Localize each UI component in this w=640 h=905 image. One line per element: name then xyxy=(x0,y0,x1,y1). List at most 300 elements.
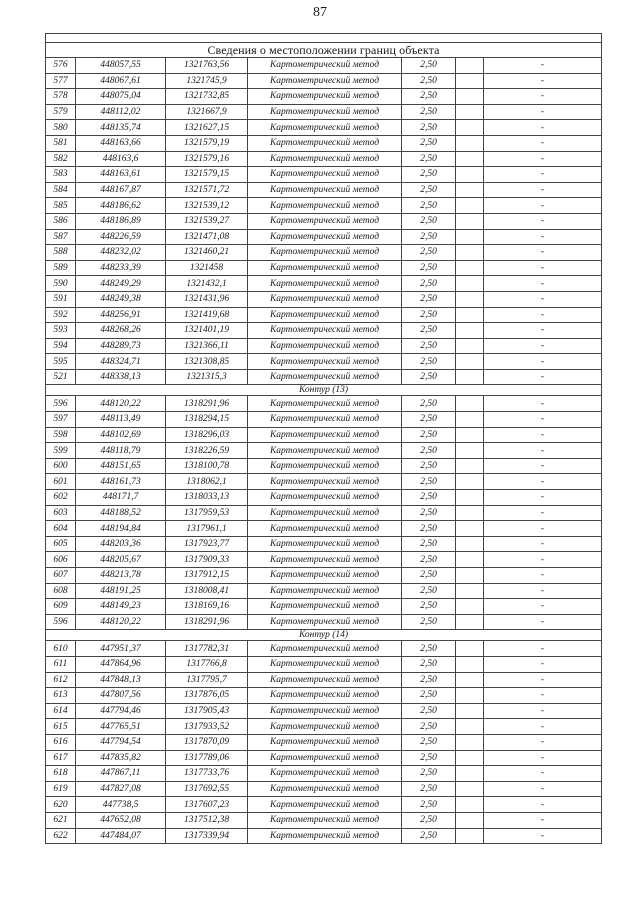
table-title-row xyxy=(46,43,602,58)
table-row xyxy=(46,167,602,183)
y-coordinate-cell: 1317959,53 xyxy=(166,505,248,521)
method-cell: Картометрический метод xyxy=(248,369,402,385)
table-row xyxy=(46,120,602,136)
method-cell: Картометрический метод xyxy=(248,583,402,599)
note-cell: - xyxy=(484,120,602,136)
x-coordinate-cell: 448151,65 xyxy=(76,458,166,474)
precision-cell: 2,50 xyxy=(402,260,456,276)
y-coordinate-cell: 1318100,78 xyxy=(166,458,248,474)
extra-cell xyxy=(456,396,484,412)
note-cell: - xyxy=(484,58,602,74)
method-cell: Картометрический метод xyxy=(248,323,402,339)
x-coordinate-cell: 448256,91 xyxy=(76,307,166,323)
extra-cell xyxy=(456,490,484,506)
precision-cell: 2,50 xyxy=(402,354,456,370)
precision-cell: 2,50 xyxy=(402,276,456,292)
table-row xyxy=(46,521,602,537)
note-cell: - xyxy=(484,369,602,385)
extra-cell xyxy=(456,536,484,552)
x-coordinate-cell: 448075,04 xyxy=(76,89,166,105)
point-number-cell: 617 xyxy=(46,750,76,766)
y-coordinate-cell: 1321579,16 xyxy=(166,151,248,167)
coordinates-table xyxy=(45,33,602,844)
x-coordinate-cell: 448113,49 xyxy=(76,412,166,428)
method-cell: Картометрический метод xyxy=(248,338,402,354)
precision-cell: 2,50 xyxy=(402,703,456,719)
table-row xyxy=(46,73,602,89)
point-number-cell: 596 xyxy=(46,614,76,630)
extra-cell xyxy=(456,521,484,537)
extra-cell xyxy=(456,672,484,688)
x-coordinate-cell: 448226,59 xyxy=(76,229,166,245)
y-coordinate-cell: 1317909,33 xyxy=(166,552,248,568)
extra-cell xyxy=(456,167,484,183)
method-cell: Картометрический метод xyxy=(248,245,402,261)
y-coordinate-cell: 1318294,15 xyxy=(166,412,248,428)
point-number-cell: 611 xyxy=(46,656,76,672)
point-number-cell: 604 xyxy=(46,521,76,537)
point-number-cell: 593 xyxy=(46,323,76,339)
note-cell: - xyxy=(484,276,602,292)
note-cell: - xyxy=(484,167,602,183)
contour-header-row xyxy=(46,385,602,396)
x-coordinate-cell: 448338,13 xyxy=(76,369,166,385)
method-cell: Картометрический метод xyxy=(248,135,402,151)
method-cell: Картометрический метод xyxy=(248,734,402,750)
note-cell: - xyxy=(484,734,602,750)
note-cell: - xyxy=(484,443,602,459)
method-cell: Картометрический метод xyxy=(248,797,402,813)
precision-cell: 2,50 xyxy=(402,552,456,568)
extra-cell xyxy=(456,568,484,584)
precision-cell: 2,50 xyxy=(402,323,456,339)
point-number-cell: 582 xyxy=(46,151,76,167)
x-coordinate-cell: 447652,08 xyxy=(76,812,166,828)
method-cell: Картометрический метод xyxy=(248,568,402,584)
note-cell: - xyxy=(484,812,602,828)
y-coordinate-cell: 1317795,7 xyxy=(166,672,248,688)
note-cell: - xyxy=(484,703,602,719)
method-cell: Картометрический метод xyxy=(248,291,402,307)
y-coordinate-cell: 1321579,19 xyxy=(166,135,248,151)
y-coordinate-cell: 1321431,96 xyxy=(166,291,248,307)
method-cell: Картометрический метод xyxy=(248,812,402,828)
table-row xyxy=(46,766,602,782)
note-cell: - xyxy=(484,213,602,229)
table-row xyxy=(46,354,602,370)
point-number-cell: 598 xyxy=(46,427,76,443)
point-number-cell: 587 xyxy=(46,229,76,245)
point-number-cell: 607 xyxy=(46,568,76,584)
y-coordinate-cell: 1318226,59 xyxy=(166,443,248,459)
note-cell: - xyxy=(484,245,602,261)
point-number-cell: 592 xyxy=(46,307,76,323)
note-cell: - xyxy=(484,656,602,672)
precision-cell: 2,50 xyxy=(402,458,456,474)
x-coordinate-cell: 448057,55 xyxy=(76,58,166,74)
x-coordinate-cell: 448191,25 xyxy=(76,583,166,599)
point-number-cell: 610 xyxy=(46,641,76,657)
precision-cell: 2,50 xyxy=(402,641,456,657)
x-coordinate-cell: 447807,56 xyxy=(76,688,166,704)
y-coordinate-cell: 1317905,43 xyxy=(166,703,248,719)
table-title: Сведения о местоположении границ объекта xyxy=(46,43,602,58)
table-row xyxy=(46,474,602,490)
note-cell: - xyxy=(484,688,602,704)
precision-cell: 2,50 xyxy=(402,443,456,459)
table-row xyxy=(46,229,602,245)
method-cell: Картометрический метод xyxy=(248,73,402,89)
precision-cell: 2,50 xyxy=(402,734,456,750)
y-coordinate-cell: 1318062,1 xyxy=(166,474,248,490)
y-coordinate-cell: 1321579,15 xyxy=(166,167,248,183)
precision-cell: 2,50 xyxy=(402,73,456,89)
point-number-cell: 609 xyxy=(46,599,76,615)
note-cell: - xyxy=(484,396,602,412)
precision-cell: 2,50 xyxy=(402,213,456,229)
y-coordinate-cell: 1317782,31 xyxy=(166,641,248,657)
note-cell: - xyxy=(484,89,602,105)
table-row xyxy=(46,828,602,844)
method-cell: Картометрический метод xyxy=(248,474,402,490)
point-number-cell: 579 xyxy=(46,104,76,120)
extra-cell xyxy=(456,89,484,105)
table-row xyxy=(46,323,602,339)
extra-cell xyxy=(456,797,484,813)
precision-cell: 2,50 xyxy=(402,120,456,136)
extra-cell xyxy=(456,260,484,276)
y-coordinate-cell: 1321745,9 xyxy=(166,73,248,89)
method-cell: Картометрический метод xyxy=(248,599,402,615)
precision-cell: 2,50 xyxy=(402,812,456,828)
table-row xyxy=(46,213,602,229)
x-coordinate-cell: 447794,46 xyxy=(76,703,166,719)
point-number-cell: 614 xyxy=(46,703,76,719)
table-row xyxy=(46,58,602,74)
note-cell: - xyxy=(484,641,602,657)
method-cell: Картометрический метод xyxy=(248,396,402,412)
extra-cell xyxy=(456,474,484,490)
table-row xyxy=(46,781,602,797)
table-row xyxy=(46,750,602,766)
method-cell: Картометрический метод xyxy=(248,213,402,229)
note-cell: - xyxy=(484,474,602,490)
method-cell: Картометрический метод xyxy=(248,703,402,719)
table-row xyxy=(46,104,602,120)
table-row xyxy=(46,656,602,672)
note-cell: - xyxy=(484,73,602,89)
extra-cell xyxy=(456,412,484,428)
extra-cell xyxy=(456,120,484,136)
x-coordinate-cell: 448233,39 xyxy=(76,260,166,276)
method-cell: Картометрический метод xyxy=(248,458,402,474)
extra-cell xyxy=(456,307,484,323)
point-number-cell: 613 xyxy=(46,688,76,704)
point-number-cell: 588 xyxy=(46,245,76,261)
y-coordinate-cell: 1318008,41 xyxy=(166,583,248,599)
x-coordinate-cell: 448268,26 xyxy=(76,323,166,339)
y-coordinate-cell: 1317961,1 xyxy=(166,521,248,537)
precision-cell: 2,50 xyxy=(402,58,456,74)
x-coordinate-cell: 448289,73 xyxy=(76,338,166,354)
note-cell: - xyxy=(484,828,602,844)
precision-cell: 2,50 xyxy=(402,338,456,354)
method-cell: Картометрический метод xyxy=(248,167,402,183)
x-coordinate-cell: 447951,37 xyxy=(76,641,166,657)
extra-cell xyxy=(456,505,484,521)
table-row xyxy=(46,599,602,615)
x-coordinate-cell: 448186,89 xyxy=(76,213,166,229)
table-row xyxy=(46,490,602,506)
extra-cell xyxy=(456,104,484,120)
method-cell: Картометрический метод xyxy=(248,672,402,688)
method-cell: Картометрический метод xyxy=(248,58,402,74)
extra-cell xyxy=(456,688,484,704)
x-coordinate-cell: 448232,02 xyxy=(76,245,166,261)
precision-cell: 2,50 xyxy=(402,427,456,443)
point-number-cell: 591 xyxy=(46,291,76,307)
extra-cell xyxy=(456,781,484,797)
x-coordinate-cell: 448171,7 xyxy=(76,490,166,506)
method-cell: Картометрический метод xyxy=(248,427,402,443)
y-coordinate-cell: 1317692,55 xyxy=(166,781,248,797)
extra-cell xyxy=(456,213,484,229)
x-coordinate-cell: 448135,74 xyxy=(76,120,166,136)
precision-cell: 2,50 xyxy=(402,182,456,198)
y-coordinate-cell: 1321458 xyxy=(166,260,248,276)
point-number-cell: 581 xyxy=(46,135,76,151)
precision-cell: 2,50 xyxy=(402,568,456,584)
method-cell: Картометрический метод xyxy=(248,307,402,323)
point-number-cell: 603 xyxy=(46,505,76,521)
point-number-cell: 602 xyxy=(46,490,76,506)
extra-cell xyxy=(456,276,484,292)
table-row xyxy=(46,812,602,828)
x-coordinate-cell: 448163,6 xyxy=(76,151,166,167)
y-coordinate-cell: 1321308,85 xyxy=(166,354,248,370)
table-row xyxy=(46,641,602,657)
y-coordinate-cell: 1321539,27 xyxy=(166,213,248,229)
method-cell: Картометрический метод xyxy=(248,719,402,735)
method-cell: Картометрический метод xyxy=(248,151,402,167)
table-row xyxy=(46,135,602,151)
precision-cell: 2,50 xyxy=(402,474,456,490)
point-number-cell: 597 xyxy=(46,412,76,428)
x-coordinate-cell: 448186,62 xyxy=(76,198,166,214)
y-coordinate-cell: 1321366,11 xyxy=(166,338,248,354)
y-coordinate-cell: 1321315,3 xyxy=(166,369,248,385)
note-cell: - xyxy=(484,135,602,151)
x-coordinate-cell: 447765,51 xyxy=(76,719,166,735)
point-number-cell: 622 xyxy=(46,828,76,844)
x-coordinate-cell: 448161,73 xyxy=(76,474,166,490)
table-row xyxy=(46,583,602,599)
point-number-cell: 577 xyxy=(46,73,76,89)
note-cell: - xyxy=(484,458,602,474)
method-cell: Картометрический метод xyxy=(248,828,402,844)
point-number-cell: 600 xyxy=(46,458,76,474)
note-cell: - xyxy=(484,198,602,214)
x-coordinate-cell: 448149,23 xyxy=(76,599,166,615)
precision-cell: 2,50 xyxy=(402,229,456,245)
method-cell: Картометрический метод xyxy=(248,552,402,568)
table-row xyxy=(46,552,602,568)
extra-cell xyxy=(456,583,484,599)
x-coordinate-cell: 448249,38 xyxy=(76,291,166,307)
precision-cell: 2,50 xyxy=(402,614,456,630)
method-cell: Картометрический метод xyxy=(248,260,402,276)
precision-cell: 2,50 xyxy=(402,750,456,766)
point-number-cell: 621 xyxy=(46,812,76,828)
x-coordinate-cell: 448112,02 xyxy=(76,104,166,120)
precision-cell: 2,50 xyxy=(402,89,456,105)
table-row xyxy=(46,276,602,292)
extra-cell xyxy=(456,198,484,214)
contour-label: Контур (13) xyxy=(46,385,602,396)
point-number-cell: 599 xyxy=(46,443,76,459)
note-cell: - xyxy=(484,552,602,568)
x-coordinate-cell: 448120,22 xyxy=(76,396,166,412)
point-number-cell: 594 xyxy=(46,338,76,354)
x-coordinate-cell: 448067,61 xyxy=(76,73,166,89)
note-cell: - xyxy=(484,750,602,766)
table-row xyxy=(46,427,602,443)
y-coordinate-cell: 1318296,03 xyxy=(166,427,248,443)
method-cell: Картометрический метод xyxy=(248,641,402,657)
note-cell: - xyxy=(484,568,602,584)
table-row xyxy=(46,260,602,276)
extra-cell xyxy=(456,828,484,844)
table-row xyxy=(46,151,602,167)
note-cell: - xyxy=(484,766,602,782)
point-number-cell: 596 xyxy=(46,396,76,412)
point-number-cell: 612 xyxy=(46,672,76,688)
header-spacer-row xyxy=(46,34,602,43)
y-coordinate-cell: 1317923,77 xyxy=(166,536,248,552)
table-row xyxy=(46,338,602,354)
note-cell: - xyxy=(484,583,602,599)
method-cell: Картометрический метод xyxy=(248,521,402,537)
extra-cell xyxy=(456,458,484,474)
note-cell: - xyxy=(484,521,602,537)
note-cell: - xyxy=(484,354,602,370)
extra-cell xyxy=(456,323,484,339)
y-coordinate-cell: 1317870,09 xyxy=(166,734,248,750)
note-cell: - xyxy=(484,260,602,276)
x-coordinate-cell: 448163,66 xyxy=(76,135,166,151)
note-cell: - xyxy=(484,338,602,354)
point-number-cell: 619 xyxy=(46,781,76,797)
precision-cell: 2,50 xyxy=(402,688,456,704)
y-coordinate-cell: 1318033,13 xyxy=(166,490,248,506)
table-row xyxy=(46,734,602,750)
note-cell: - xyxy=(484,307,602,323)
note-cell: - xyxy=(484,104,602,120)
extra-cell xyxy=(456,338,484,354)
y-coordinate-cell: 1321460,21 xyxy=(166,245,248,261)
point-number-cell: 605 xyxy=(46,536,76,552)
extra-cell xyxy=(456,354,484,370)
x-coordinate-cell: 448205,67 xyxy=(76,552,166,568)
method-cell: Картометрический метод xyxy=(248,412,402,428)
table-row xyxy=(46,369,602,385)
x-coordinate-cell: 447864,96 xyxy=(76,656,166,672)
x-coordinate-cell: 448188,52 xyxy=(76,505,166,521)
x-coordinate-cell: 447867,11 xyxy=(76,766,166,782)
method-cell: Картометрический метод xyxy=(248,750,402,766)
extra-cell xyxy=(456,443,484,459)
contour-label: Контур (14) xyxy=(46,630,602,641)
precision-cell: 2,50 xyxy=(402,521,456,537)
x-coordinate-cell: 447484,07 xyxy=(76,828,166,844)
y-coordinate-cell: 1318169,16 xyxy=(166,599,248,615)
point-number-cell: 608 xyxy=(46,583,76,599)
table-row xyxy=(46,505,602,521)
table-row xyxy=(46,614,602,630)
point-number-cell: 576 xyxy=(46,58,76,74)
method-cell: Картометрический метод xyxy=(248,104,402,120)
point-number-cell: 583 xyxy=(46,167,76,183)
x-coordinate-cell: 448249,29 xyxy=(76,276,166,292)
y-coordinate-cell: 1317339,94 xyxy=(166,828,248,844)
table-row xyxy=(46,182,602,198)
y-coordinate-cell: 1317512,38 xyxy=(166,812,248,828)
note-cell: - xyxy=(484,151,602,167)
y-coordinate-cell: 1321667,9 xyxy=(166,104,248,120)
note-cell: - xyxy=(484,291,602,307)
x-coordinate-cell: 448203,36 xyxy=(76,536,166,552)
precision-cell: 2,50 xyxy=(402,672,456,688)
precision-cell: 2,50 xyxy=(402,307,456,323)
extra-cell xyxy=(456,703,484,719)
x-coordinate-cell: 447794,54 xyxy=(76,734,166,750)
method-cell: Картометрический метод xyxy=(248,688,402,704)
point-number-cell: 586 xyxy=(46,213,76,229)
table-row xyxy=(46,198,602,214)
table-row xyxy=(46,307,602,323)
precision-cell: 2,50 xyxy=(402,797,456,813)
note-cell: - xyxy=(484,672,602,688)
y-coordinate-cell: 1321419,68 xyxy=(166,307,248,323)
y-coordinate-cell: 1318291,96 xyxy=(166,614,248,630)
note-cell: - xyxy=(484,536,602,552)
method-cell: Картометрический метод xyxy=(248,766,402,782)
point-number-cell: 620 xyxy=(46,797,76,813)
extra-cell xyxy=(456,369,484,385)
x-coordinate-cell: 448102,69 xyxy=(76,427,166,443)
method-cell: Картометрический метод xyxy=(248,656,402,672)
table-row xyxy=(46,412,602,428)
extra-cell xyxy=(456,766,484,782)
precision-cell: 2,50 xyxy=(402,291,456,307)
precision-cell: 2,50 xyxy=(402,656,456,672)
method-cell: Картометрический метод xyxy=(248,443,402,459)
point-number-cell: 606 xyxy=(46,552,76,568)
precision-cell: 2,50 xyxy=(402,135,456,151)
point-number-cell: 601 xyxy=(46,474,76,490)
table-row xyxy=(46,458,602,474)
extra-cell xyxy=(456,229,484,245)
point-number-cell: 615 xyxy=(46,719,76,735)
precision-cell: 2,50 xyxy=(402,245,456,261)
precision-cell: 2,50 xyxy=(402,396,456,412)
y-coordinate-cell: 1321627,15 xyxy=(166,120,248,136)
precision-cell: 2,50 xyxy=(402,369,456,385)
method-cell: Картометрический метод xyxy=(248,536,402,552)
note-cell: - xyxy=(484,599,602,615)
x-coordinate-cell: 448167,87 xyxy=(76,182,166,198)
table-row xyxy=(46,396,602,412)
